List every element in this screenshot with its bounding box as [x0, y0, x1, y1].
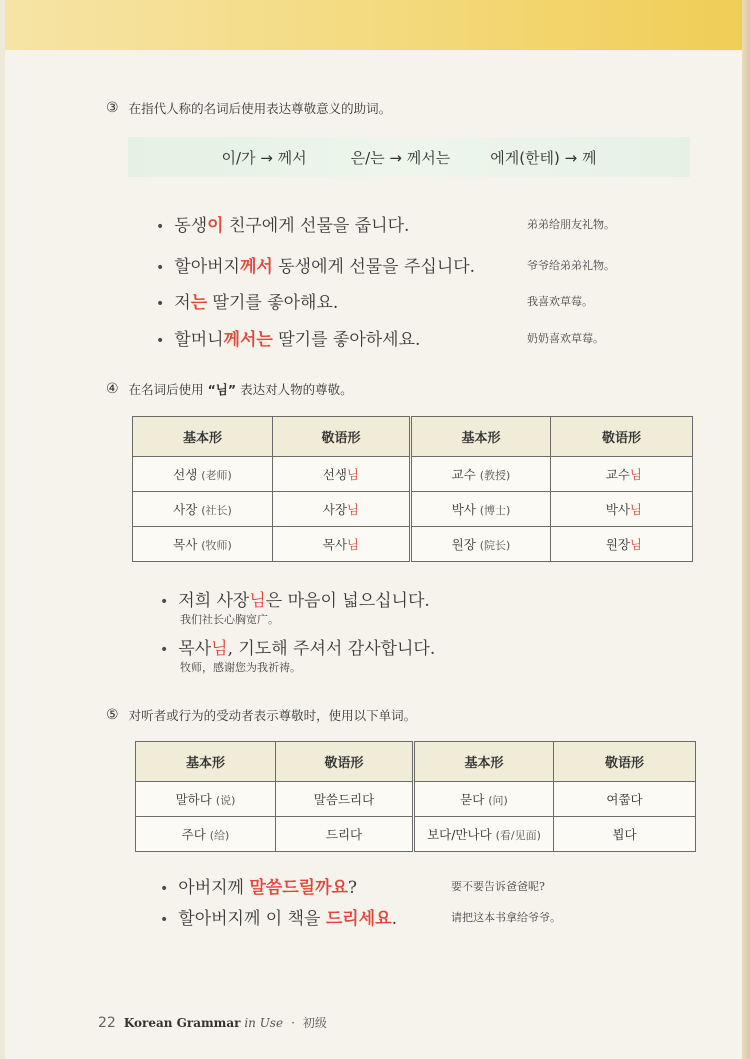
- honorific-nim-table: [132, 416, 693, 562]
- page-right-edge: [742, 0, 750, 1059]
- example-highlight: 님: [249, 591, 266, 611]
- cell-suffix: 님: [346, 537, 359, 552]
- section-4-number: ④: [106, 381, 119, 397]
- table-cell: [276, 782, 414, 817]
- example-text: 할아버지께 이 책을: [178, 909, 326, 929]
- cell-note: (问): [488, 794, 508, 807]
- header-honorific: 敬语形: [554, 742, 696, 782]
- example-text: ?: [347, 878, 358, 898]
- table-cell: [273, 527, 411, 562]
- banner-item-3: 에게(한테) → 께: [490, 148, 597, 167]
- table-cell: [136, 817, 276, 852]
- cell-note: (院长): [479, 539, 511, 552]
- banner-item-2: 은/는 → 께서는: [350, 148, 451, 167]
- header-basic: 基本形: [414, 742, 554, 782]
- section-5-text: 对听者或行为的受动者表示尊敬时，使用以下单词。: [128, 708, 417, 723]
- bullet-dot: •: [160, 881, 169, 897]
- cell-note: (看/见面): [495, 829, 541, 842]
- example-text: 은 마음이 넓으십니다.: [265, 591, 430, 611]
- table-cell: [554, 817, 696, 852]
- table-header-row: [136, 742, 696, 782]
- header-basic: 基本形: [411, 417, 551, 457]
- cell-word: 여쭙다: [606, 792, 643, 807]
- header-honorific: 敬语形: [273, 417, 411, 457]
- cell-note: (说): [215, 794, 236, 807]
- translation-s3-2: 爷爷给弟弟礼物。: [527, 259, 615, 272]
- example-s4-1: [160, 586, 430, 611]
- example-s3-3: [156, 288, 338, 313]
- example-highlight: 드리세요: [325, 909, 392, 929]
- table-cell: [273, 492, 411, 527]
- table-cell: [133, 457, 273, 492]
- header-honorific: 敬语形: [551, 417, 693, 457]
- book-title-main: Korean Grammar: [123, 1016, 241, 1030]
- table-cell: [411, 492, 551, 527]
- bullet-dot: •: [156, 260, 165, 276]
- book-level: 初级: [302, 1016, 327, 1030]
- cell-stem: 교수: [605, 467, 630, 482]
- example-text: 저: [174, 293, 191, 313]
- table-row: [136, 817, 696, 852]
- cell-word: 묻다: [460, 792, 485, 807]
- cell-stem: 박사: [605, 502, 630, 517]
- cell-stem: 사장: [322, 502, 347, 517]
- example-highlight: 말씀드릴까요: [249, 878, 348, 898]
- example-highlight: 께서는: [223, 330, 273, 350]
- example-text: 딸기를 좋아하세요.: [272, 330, 421, 350]
- cell-note: (教授): [479, 469, 511, 482]
- cell-word: 주다: [181, 827, 206, 842]
- cell-word: 목사: [173, 537, 198, 552]
- example-text: , 기도해 주셔서 감사합니다.: [227, 639, 436, 659]
- table-cell: [133, 527, 273, 562]
- cell-note: (给): [209, 829, 230, 842]
- example-text: 딸기를 좋아해요.: [207, 293, 339, 313]
- translation-s3-4: 奶奶喜欢草莓。: [527, 332, 604, 345]
- cell-note: (老师): [201, 469, 232, 482]
- table-cell: [133, 492, 273, 527]
- example-s3-1: [156, 211, 409, 236]
- cell-stem: 목사: [322, 537, 347, 552]
- top-color-bar: [5, 0, 750, 50]
- table-row: [133, 527, 693, 562]
- particle-banner: [128, 137, 690, 177]
- cell-suffix: 님: [629, 502, 642, 517]
- header-honorific: 敬语形: [276, 742, 414, 782]
- section-4-text-before: 在名词后使用: [128, 382, 204, 397]
- table-cell: [551, 457, 693, 492]
- example-s5-1: [160, 873, 357, 898]
- example-text: 저희 사장: [178, 591, 250, 611]
- section-4-quote: “님”: [207, 382, 237, 397]
- example-highlight: 이: [207, 216, 224, 236]
- example-text: 동생: [174, 216, 208, 236]
- cell-stem: 선생: [322, 467, 347, 482]
- banner-item-1: 이/가 → 께서: [221, 148, 307, 167]
- example-text: 할머니: [174, 330, 224, 350]
- cell-word: 보다/만나다: [427, 827, 492, 842]
- bullet-dot: •: [160, 912, 169, 928]
- example-highlight: 는: [190, 293, 208, 313]
- bullet-dot: •: [156, 333, 165, 349]
- bullet-dot: •: [160, 642, 169, 658]
- bullet-dot: •: [156, 219, 165, 235]
- example-text: 목사: [178, 639, 212, 659]
- example-text: 동생에게 선물을 주십니다.: [272, 257, 476, 277]
- table-cell: [411, 457, 551, 492]
- cell-word: 박사: [451, 502, 476, 517]
- book-title: [124, 1016, 283, 1030]
- book-title-italic: in Use: [244, 1016, 284, 1030]
- example-s3-2: [156, 252, 475, 277]
- cell-suffix: 님: [629, 467, 642, 482]
- cell-note: (牧师): [201, 539, 232, 552]
- example-s5-2: [160, 904, 397, 929]
- example-s4-2: [160, 634, 435, 659]
- example-text: 할아버지: [174, 257, 240, 277]
- cell-stem: 원장: [605, 537, 630, 552]
- table-cell: [551, 492, 693, 527]
- table-cell: [136, 782, 276, 817]
- table-row: [133, 457, 693, 492]
- section-4-text-after: 表达对人物的尊敬。: [240, 382, 353, 397]
- table-cell: [276, 817, 414, 852]
- section-3-heading: [106, 99, 391, 117]
- translation-s5-1: 要不要告诉爸爸呢?: [451, 880, 545, 893]
- translation-s5-2: 请把这本书拿给爷爷。: [451, 911, 561, 924]
- cell-word: 뵙다: [612, 827, 637, 842]
- header-basic: 基本形: [133, 417, 273, 457]
- cell-note: (博士): [479, 504, 511, 517]
- table-cell: [554, 782, 696, 817]
- cell-word: 원장: [451, 537, 476, 552]
- table-cell: [411, 527, 551, 562]
- example-text: 친구에게 선물을 줍니다.: [223, 216, 410, 236]
- cell-word: 드리다: [325, 827, 363, 842]
- bullet-dot: •: [160, 594, 169, 610]
- translation-s4-1: 我们社长心胸宽广。: [180, 613, 279, 626]
- cell-word: 사장: [173, 502, 198, 517]
- translation-s3-1: 弟弟给朋友礼物。: [527, 218, 615, 231]
- table-row: [133, 492, 693, 527]
- table-cell: [551, 527, 693, 562]
- table-row: [136, 782, 696, 817]
- translation-s4-2: 牧师，感谢您为我祈祷。: [180, 661, 301, 674]
- section-5-number: ⑤: [106, 707, 119, 723]
- example-s3-4: [156, 325, 420, 350]
- translation-s3-3: 我喜欢草莓。: [527, 295, 593, 308]
- cell-suffix: 님: [346, 502, 359, 517]
- cell-suffix: 님: [629, 537, 642, 552]
- table-cell: [414, 817, 554, 852]
- cell-word: 선생: [173, 467, 198, 482]
- example-text: 아버지께: [178, 878, 250, 898]
- table-header-row: [133, 417, 693, 457]
- page-footer: [98, 1014, 327, 1031]
- honorific-verb-table: [135, 741, 696, 852]
- table-cell: [273, 457, 411, 492]
- cell-word: 말씀드리다: [313, 792, 375, 807]
- example-highlight: 님: [211, 639, 228, 659]
- section-4-heading: [106, 380, 353, 398]
- cell-word: 말하다: [175, 792, 212, 807]
- section-3-text: 在指代人称的名词后使用表达尊敬意义的助词。: [128, 101, 392, 116]
- cell-word: 교수: [451, 467, 476, 482]
- cell-note: (社长): [201, 504, 232, 517]
- section-5-heading: [106, 706, 416, 724]
- footer-separator: ·: [291, 1016, 295, 1030]
- example-text: .: [391, 909, 397, 929]
- example-highlight: 께서: [239, 257, 273, 277]
- cell-suffix: 님: [346, 467, 359, 482]
- section-4-text: [129, 380, 353, 398]
- header-basic: 基本形: [136, 742, 276, 782]
- page-number: 22: [98, 1015, 116, 1031]
- bullet-dot: •: [156, 296, 165, 312]
- table-cell: [414, 782, 554, 817]
- page-left-edge: [0, 0, 5, 1059]
- section-3-number: ③: [106, 100, 119, 116]
